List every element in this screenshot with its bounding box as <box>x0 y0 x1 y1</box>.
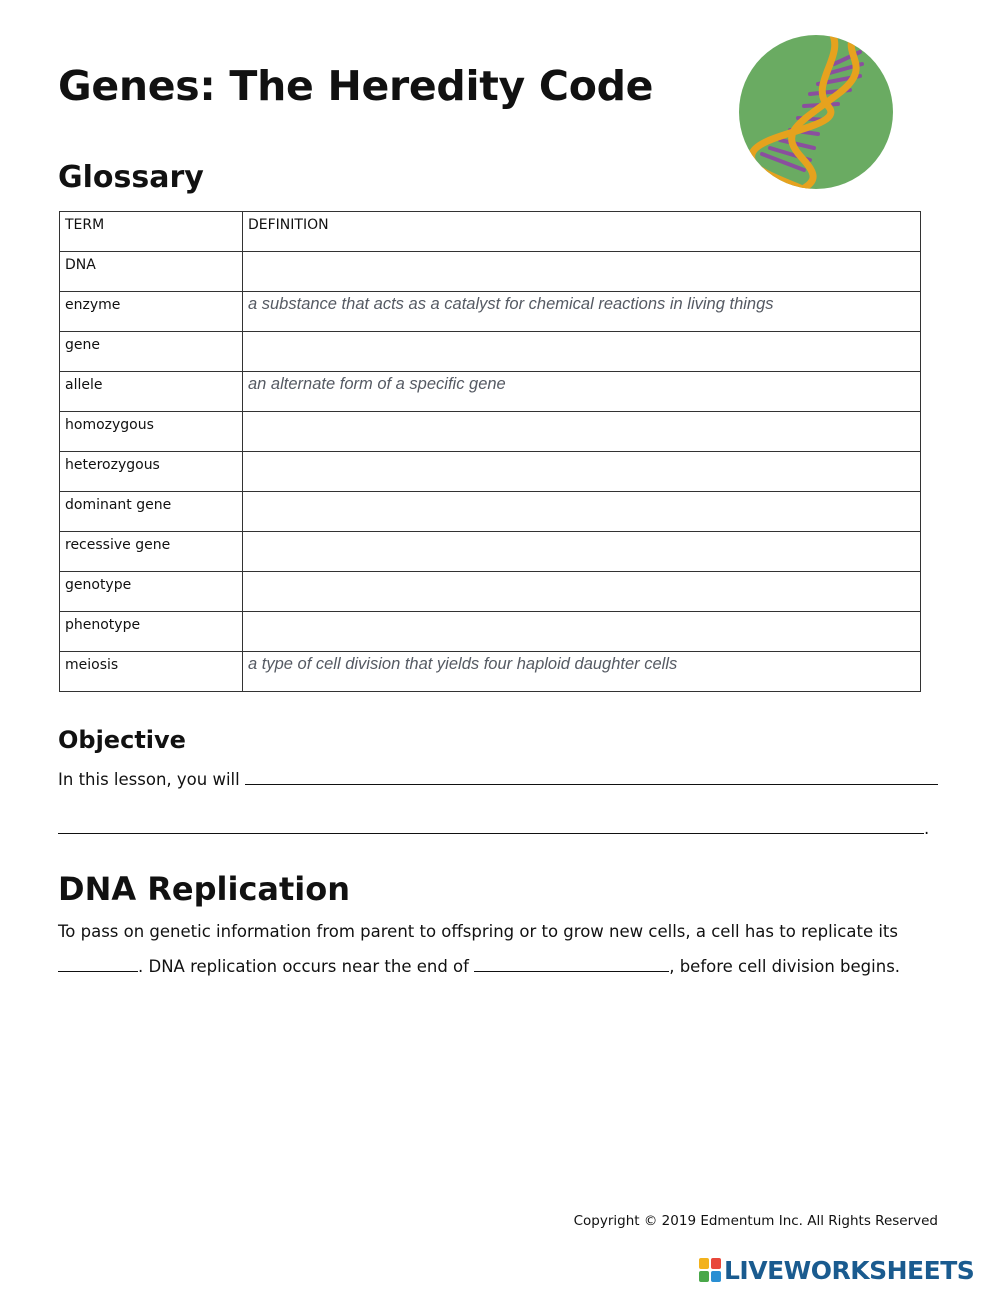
term-cell: meiosis <box>60 652 243 692</box>
table-row <box>60 292 921 332</box>
term-cell: allele <box>60 372 243 412</box>
liveworksheets-brand <box>698 1255 974 1285</box>
dna-replication-blank-1[interactable] <box>58 957 138 972</box>
table-header-row <box>60 212 921 252</box>
table-row <box>60 492 921 532</box>
glossary-table <box>59 211 921 692</box>
glossary-heading: Glossary <box>58 160 204 195</box>
term-cell: enzyme <box>60 292 243 332</box>
objective-blank-2[interactable] <box>58 819 924 834</box>
table-row <box>60 252 921 292</box>
term-column-header: TERM <box>60 212 243 252</box>
definition-column-header: DEFINITION <box>243 212 921 252</box>
table-row <box>60 572 921 612</box>
table-row <box>60 452 921 492</box>
definition-cell[interactable] <box>243 572 921 612</box>
term-cell: genotype <box>60 572 243 612</box>
term-cell: phenotype <box>60 612 243 652</box>
liveworksheets-blocks-icon <box>698 1257 722 1283</box>
term-cell: DNA <box>60 252 243 292</box>
definition-cell: an alternate form of a specific gene <box>243 372 921 412</box>
table-row <box>60 332 921 372</box>
term-cell: dominant gene <box>60 492 243 532</box>
term-cell: homozygous <box>60 412 243 452</box>
objective-line-2 <box>58 819 929 838</box>
definition-cell[interactable] <box>243 332 921 372</box>
table-row <box>60 652 921 692</box>
objective-blank-1[interactable] <box>245 770 938 785</box>
objective-prompt: In this lesson, you will <box>58 770 240 789</box>
dna-replication-line-2 <box>58 957 900 976</box>
term-cell: gene <box>60 332 243 372</box>
definition-cell: a type of cell division that yields four haploid daughter cells <box>243 652 921 692</box>
copyright-notice: Copyright © 2019 Edmentum Inc. All Rights Reserved <box>573 1213 938 1229</box>
page-title: Genes: The Heredity Code <box>58 62 654 110</box>
objective-line-1 <box>58 770 938 789</box>
definition-cell[interactable] <box>243 252 921 292</box>
table-row <box>60 412 921 452</box>
dna-replication-heading: DNA Replication <box>58 870 351 908</box>
dna-replication-sentence-1: To pass on genetic information from parent to offspring or to grow new cells, a cell has to replicate its <box>58 922 898 941</box>
dna-replication-blank-2[interactable] <box>474 957 669 972</box>
term-cell: heterozygous <box>60 452 243 492</box>
definition-cell[interactable] <box>243 612 921 652</box>
table-row <box>60 532 921 572</box>
objective-end-punct: . <box>924 819 930 838</box>
definition-cell[interactable] <box>243 492 921 532</box>
definition-cell[interactable] <box>243 452 921 492</box>
definition-cell: a substance that acts as a catalyst for chemical reactions in living things <box>243 292 921 332</box>
definition-cell[interactable] <box>243 532 921 572</box>
dna-replication-end-text: , before cell division begins. <box>669 957 901 976</box>
objective-heading: Objective <box>58 726 186 754</box>
table-row <box>60 372 921 412</box>
definition-cell[interactable] <box>243 412 921 452</box>
term-cell: recessive gene <box>60 532 243 572</box>
table-row <box>60 612 921 652</box>
dna-replication-mid-text: . DNA replication occurs near the end of <box>138 957 469 976</box>
dna-helix-icon <box>738 34 894 190</box>
brand-name: LIVEWORKSHEETS <box>724 1255 975 1285</box>
